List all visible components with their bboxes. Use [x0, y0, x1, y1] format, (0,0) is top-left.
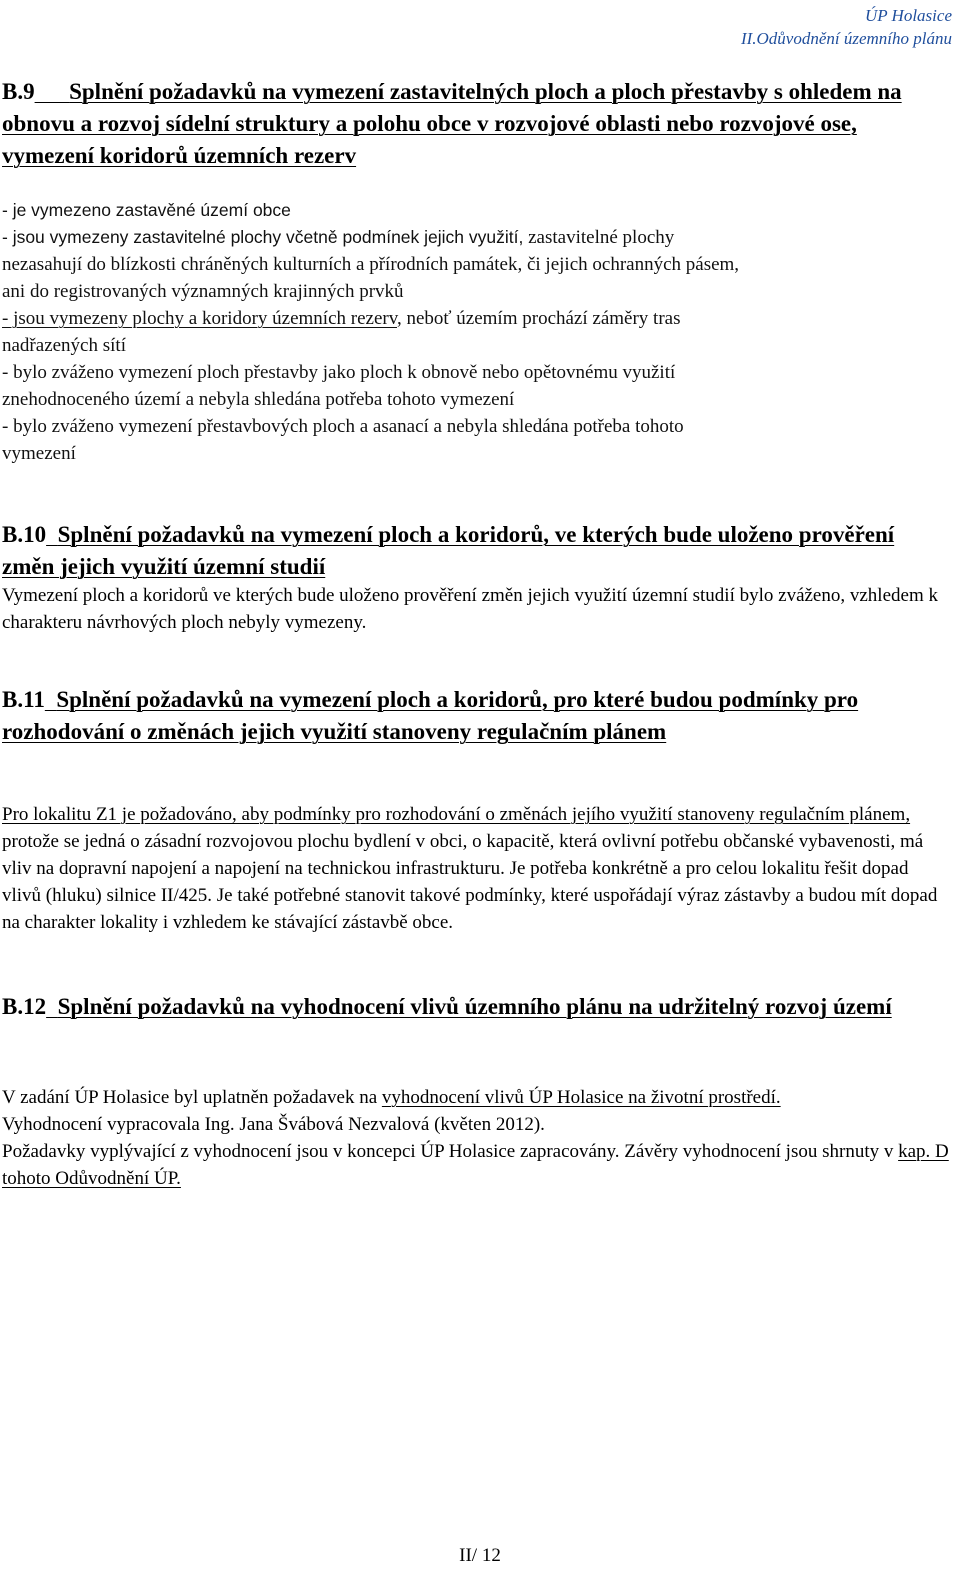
section-b9-heading: Splnění požadavků na vymezení zastavitelných ploch a ploch přestavby s ohledem na obnovu a rozvoj sídelní struktury a polohu obce v rozvojové oblasti nebo rozvojové ose, vymezení koridorů územních rezerv: [2, 79, 902, 168]
section-b9-body: [2, 197, 952, 467]
b9-line: - bylo zváženo vymezení ploch přestavby jako ploch k obnově nebo opětovnému využití: [2, 362, 676, 383]
b9-line: ani do registrovaných významných krajinných prvků: [2, 281, 404, 302]
section-b10-number: B.10: [2, 522, 47, 547]
section-b11-title: [2, 684, 952, 748]
b9-line: vymezení: [2, 443, 76, 464]
section-b11-heading: Splnění požadavků na vymezení ploch a koridorů, pro které budou podmínky pro rozhodování o změnách jejich využití stanoveny regulačním plánem: [2, 687, 859, 744]
header-project: ÚP Holasice: [864, 6, 952, 25]
b9-line: nadřazených sítí: [2, 335, 126, 356]
b11-underlined-text: Pro lokalitu Z1 je požadováno, aby podmínky pro rozhodování o změnách jejího využití stanoveny regulačním plánem,: [2, 804, 911, 825]
section-b10-body: Vymezení ploch a koridorů ve kterých bude uloženo prověření změn jejich využití územní studií bylo zváženo, vzhledem k charakteru návrhových ploch nebyly vymezeny.: [2, 585, 938, 633]
section-b12-title: [2, 991, 952, 1023]
b9-line: nezasahují do blízkosti chráněných kulturních a přírodních památek, či jejich ochranných pásem,: [2, 254, 740, 275]
section-b11-body: [2, 801, 952, 936]
section-b12-body: [2, 1084, 952, 1192]
section-b12-number: B.12: [2, 994, 47, 1019]
b9-line: znehodnoceného území a nebyla shledána potřeba tohoto vymezení: [2, 389, 515, 410]
b9-line: - bylo zváženo vymezení přestavbových ploch a asanací a nebyla shledána potřeba tohoto: [2, 416, 684, 437]
b12-paragraph: Vyhodnocení vypracovala Ing. Jana Švábová Nezvalová (květen 2012).: [2, 1114, 545, 1135]
b12-paragraph: V zadání ÚP Holasice byl uplatněn požadavek na vyhodnocení vlivů ÚP Holasice na životní prostředí.: [2, 1087, 781, 1108]
section-b10-heading: Splnění požadavků na vymezení ploch a koridorů, ve kterých bude uloženo prověření změn jejich využití územní studií: [2, 522, 895, 579]
header-part: II.Odůvodnění územního plánu: [740, 29, 952, 48]
b9-line: - je vymezeno zastavěné území obce: [2, 200, 291, 220]
link-vyhodnoceni[interactable]: vyhodnocení vlivů ÚP Holasice na životní prostředí.: [381, 1087, 781, 1108]
section-b10-title: [2, 519, 952, 583]
page-number: II/ 12: [459, 1545, 501, 1566]
b9-line: - jsou vymezeny zastavitelné plochy včetně podmínek jejich využití, zastavitelné plochy: [2, 227, 675, 248]
link-kap-d[interactable]: kap. D tohoto Odůvodnění ÚP.: [2, 1141, 949, 1189]
section-b9-title: [2, 76, 952, 172]
section-b12-heading: Splnění požadavků na vyhodnocení vlivů územního plánu na udržitelný rozvoj území: [57, 994, 892, 1019]
page-header: [741, 4, 952, 50]
b9-line: - jsou vymezeny plochy a koridory územních rezerv, neboť územím prochází záměry tras: [2, 308, 681, 329]
b12-paragraph: Požadavky vyplývající z vyhodnocení jsou v koncepci ÚP Holasice zapracovány. Závěry vyhodnocení jsou shrnuty v kap. D tohoto Odůvodnění ÚP.: [2, 1141, 949, 1189]
section-b11-number: B.11: [2, 687, 45, 712]
section-b9-number: B.9: [2, 79, 35, 104]
b11-text: protože se jedná o zásadní rozvojovou plochu bydlení v obci, o kapacitě, která ovlivní potřebu občanské vybavenosti, má vliv na dopravní napojení a napojení na technickou infrastrukturu. Je potřeba konkrétně a pro celou lokalitu řešit dopad vlivů (hluku) silnice II/425. Je také potřebné stanovit takové podmínky, které uspořádají výraz zástavby a budou mít dopad na charakter lokality i vzhledem ke stávající zástavbě obce.: [2, 831, 938, 933]
